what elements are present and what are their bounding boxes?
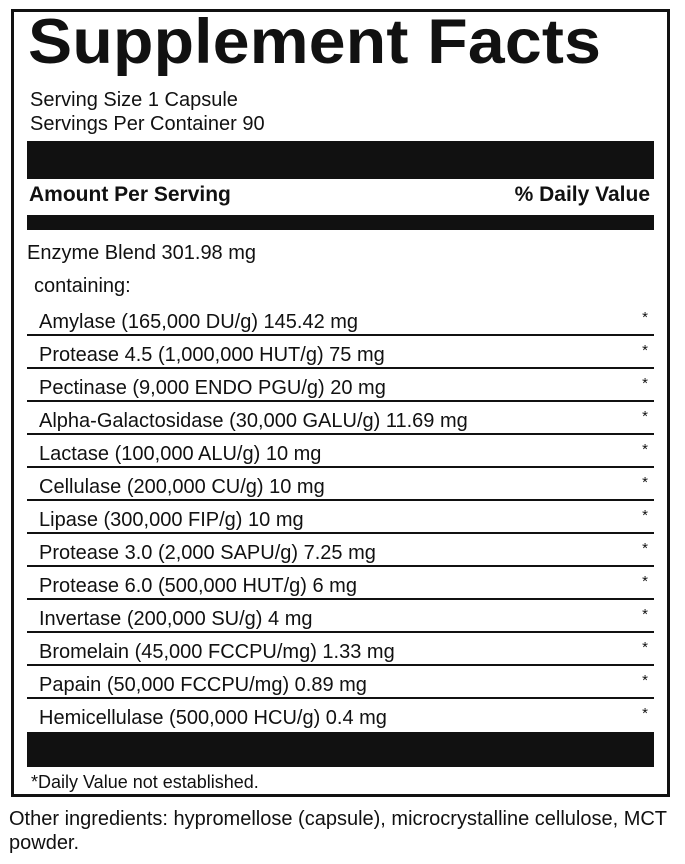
ingredient-row <box>27 633 654 666</box>
ingredient-row <box>27 666 654 699</box>
ingredient-daily-value: * <box>642 639 648 656</box>
ingredient-daily-value: * <box>642 408 648 425</box>
ingredient-row <box>27 699 654 732</box>
ingredient-name: Lipase (300,000 FIP/g) 10 mg <box>39 509 304 531</box>
column-header-row <box>29 184 650 210</box>
serving-size: Serving Size 1 Capsule <box>30 89 238 111</box>
ingredient-row <box>27 303 654 336</box>
ingredient-daily-value: * <box>642 342 648 359</box>
ingredient-row <box>27 501 654 534</box>
ingredient-daily-value: * <box>642 309 648 326</box>
ingredient-list <box>27 303 654 732</box>
enzyme-blend-line: Enzyme Blend 301.98 mg <box>27 242 257 264</box>
thick-divider-top <box>27 141 654 179</box>
ingredient-row <box>27 567 654 600</box>
thick-divider-bottom <box>27 732 654 767</box>
ingredient-row <box>27 534 654 567</box>
ingredient-daily-value: * <box>642 540 648 557</box>
ingredient-daily-value: * <box>642 573 648 590</box>
thick-divider-mid <box>27 215 654 230</box>
daily-value-header: % Daily Value <box>514 183 650 206</box>
containing-line: containing: <box>34 275 131 297</box>
ingredient-name: Alpha-Galactosidase (30,000 GALU/g) 11.69 mg <box>39 410 468 432</box>
ingredient-name: Protease 4.5 (1,000,000 HUT/g) 75 mg <box>39 344 385 366</box>
ingredient-daily-value: * <box>642 441 648 458</box>
ingredient-row <box>27 336 654 369</box>
ingredient-daily-value: * <box>642 375 648 392</box>
ingredient-row <box>27 369 654 402</box>
ingredient-name: Bromelain (45,000 FCCPU/mg) 1.33 mg <box>39 641 395 663</box>
ingredient-name: Protease 3.0 (2,000 SAPU/g) 7.25 mg <box>39 542 376 564</box>
ingredient-name: Pectinase (9,000 ENDO PGU/g) 20 mg <box>39 377 386 399</box>
ingredient-daily-value: * <box>642 474 648 491</box>
ingredient-name: Amylase (165,000 DU/g) 145.42 mg <box>39 311 359 333</box>
ingredient-name: Invertase (200,000 SU/g) 4 mg <box>39 608 313 630</box>
daily-value-footnote: *Daily Value not established. <box>31 772 259 792</box>
ingredient-name: Lactase (100,000 ALU/g) 10 mg <box>39 443 322 465</box>
ingredient-name: Hemicellulase (500,000 HCU/g) 0.4 mg <box>39 707 387 729</box>
supplement-facts-panel <box>11 9 670 797</box>
ingredient-row <box>27 435 654 468</box>
amount-per-serving-header: Amount Per Serving <box>29 183 231 206</box>
label-title: Supplement Facts <box>28 7 602 77</box>
ingredient-name: Cellulase (200,000 CU/g) 10 mg <box>39 476 325 498</box>
ingredient-daily-value: * <box>642 705 648 722</box>
servings-per-container: Servings Per Container 90 <box>30 113 265 135</box>
other-ingredients: Other ingredients: hypromellose (capsule), microcrystalline cellulose, MCT powder. <box>9 808 667 854</box>
ingredient-daily-value: * <box>642 507 648 524</box>
ingredient-daily-value: * <box>642 672 648 689</box>
ingredient-row <box>27 468 654 501</box>
ingredient-row <box>27 600 654 633</box>
ingredient-name: Papain (50,000 FCCPU/mg) 0.89 mg <box>39 674 367 696</box>
ingredient-daily-value: * <box>642 606 648 623</box>
ingredient-name: Protease 6.0 (500,000 HUT/g) 6 mg <box>39 575 357 597</box>
ingredient-row <box>27 402 654 435</box>
